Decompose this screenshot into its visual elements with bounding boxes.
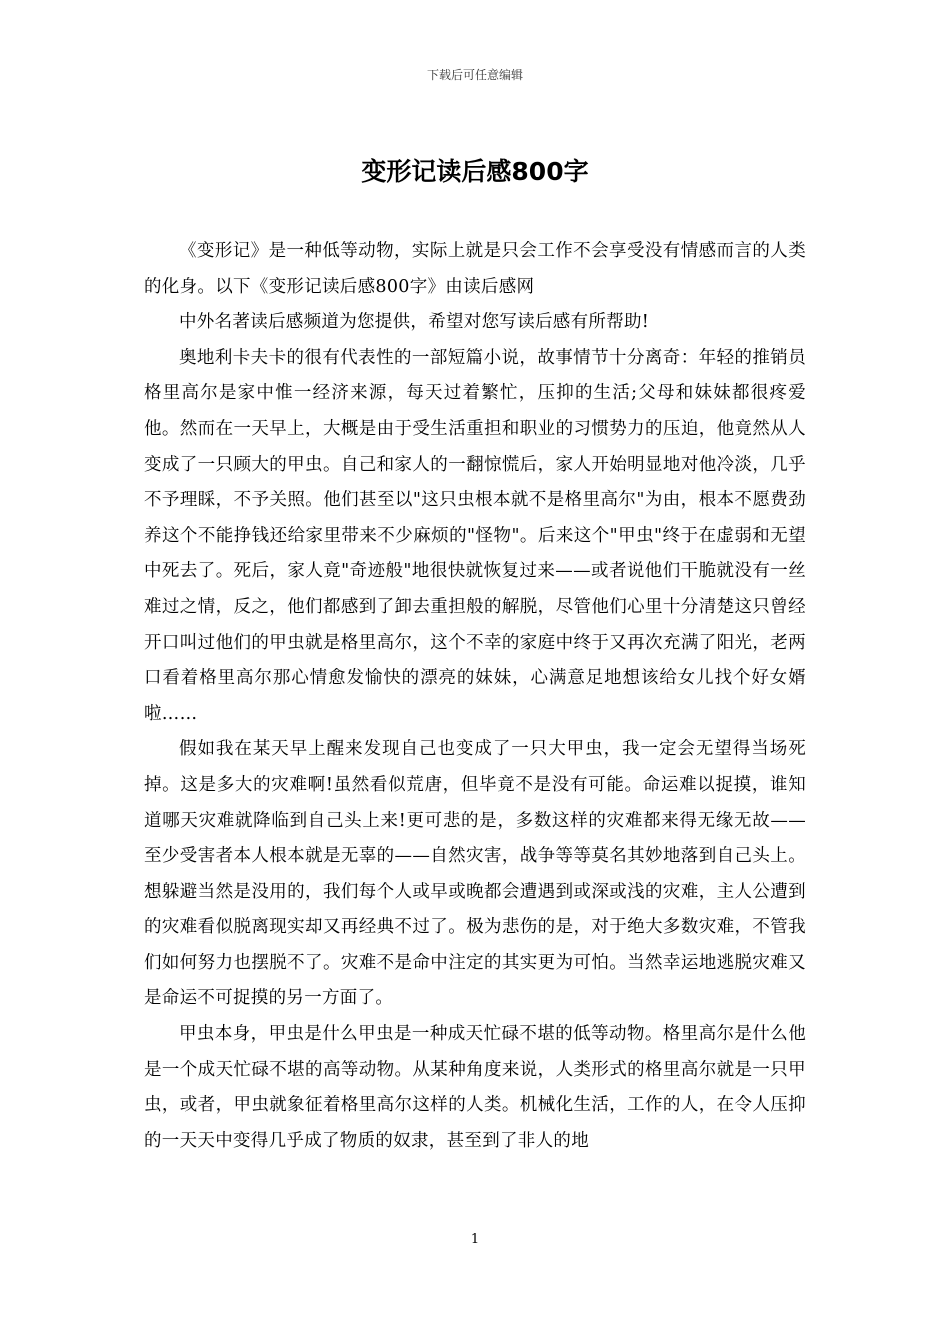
paragraph-4: 假如我在某天早上醒来发现自己也变成了一只大甲虫，我一定会无望得当场死掉。这是多大的灾难啊!虽然看似荒唐，但毕竟不是没有可能。命运难以捉摸，谁知道哪天灾难就降临到自己头上来!更可悲的是，多数这样的灾难都来得无缘无故——至少受害者本人根本就是无辜的——自然灾害，战争等等莫名其妙地落到自己头上。想躲避当然是没用的，我们每个人或早或晚都会遭遇到或深或浅的灾难，主人公遭到的灾难看似脱离现实却又再经典不过了。极为悲伤的是，对于绝大多数灾难，不管我们如何努力也摆脱不了。灾难不是命中注定的其实更为可怕。当然幸运地逃脱灾难又是命运不可捉摸的另一方面了。 [144,739,806,1009]
document-title: 变形记读后感800字 [361,157,589,186]
header-note: 下载后可任意编辑 [426,68,523,82]
paragraph-3: 奥地利卡夫卡的很有代表性的一部短篇小说，故事情节十分离奇：年轻的推销员格里高尔是家中惟一经济来源，每天过着繁忙，压抑的生活;父母和妹妹都很疼爱他。然而在一天早上，大概是由于受生活重担和职业的习惯势力的压迫，他竟然从人变成了一只顾大的甲虫。自己和家人的一翻惊慌后，家人开始明显地对他冷淡，几乎不予理睬，不予关照。他们甚至以"这只虫根本就不是格里高尔"为由，根本不愿费劲养这个不能挣钱还给家里带来不少麻烦的"怪物"。后来这个"甲虫"终于在虚弱和无望中死去了。死后，家人竟"奇迹般"地很快就恢复过来——或者说他们干脆就没有一丝难过之情，反之，他们都感到了卸去重担般的解脱，尽管他们心里十分清楚这只曾经开口叫过他们的甲虫就是格里高尔，这个不幸的家庭中终于又再次充满了阳光，老两口看着格里高尔那心情愈发愉快的漂亮的妹妹，心满意足地想该给女儿找个好女婿啦…… [144,347,806,724]
document-body [144,234,806,1159]
page-number: 1 [470,1232,480,1247]
paragraph-2: 中外名著读后感频道为您提供，希望对您写读后感有所帮助! [179,312,650,333]
paragraph-5: 甲虫本身，甲虫是什么甲虫是一种成天忙碌不堪的低等动物。格里高尔是什么他是一个成天忙碌不堪的高等动物。从某种角度来说，人类形式的格里高尔就是一只甲虫，或者，甲虫就象征着格里高尔这样的人类。机械化生活，工作的人，在令人压抑的一天天中变得几乎成了物质的奴隶，甚至到了非人的地 [144,1024,806,1151]
paragraph-1: 《变形记》是一种低等动物，实际上就是只会工作不会享受没有情感而言的人类的化身。以下《变形记读后感800字》由读后感网 [144,241,806,297]
